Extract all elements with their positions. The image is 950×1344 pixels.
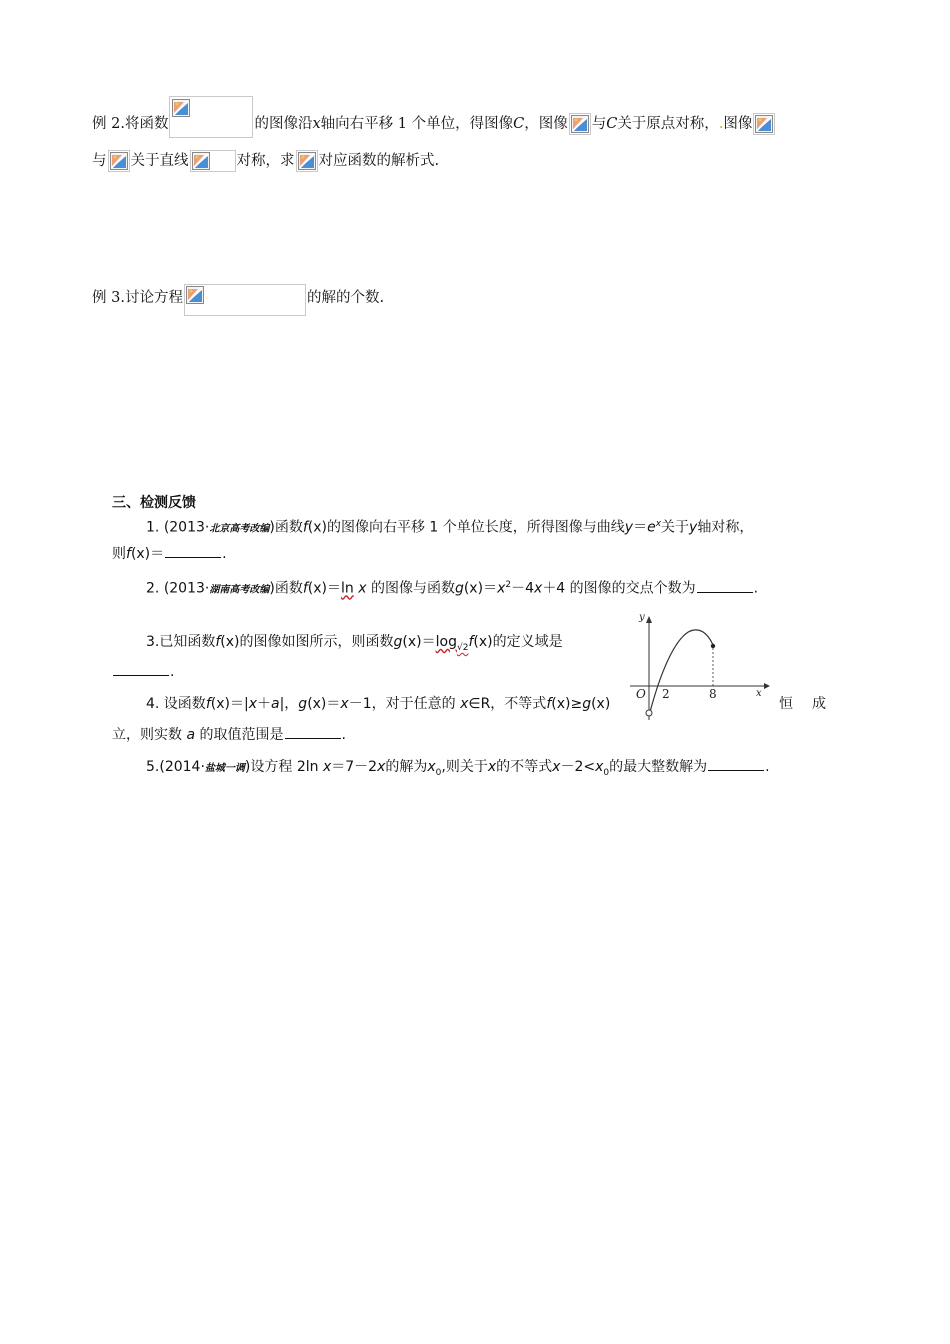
var-x: (x) [210, 696, 230, 712]
question-text: ＋ [256, 696, 271, 712]
broken-image-icon [298, 152, 316, 170]
var-f: f [546, 696, 552, 712]
function-graph [628, 612, 770, 724]
answer-blank[interactable] [697, 580, 753, 593]
question-text: |， [279, 696, 299, 712]
question-text: ＝ [150, 546, 165, 562]
question-text: 则 [112, 546, 126, 562]
question-text: 函数 [274, 580, 303, 597]
orange-dot: . [718, 116, 724, 132]
question3-line1 [146, 632, 563, 658]
formula-image-placeholder [569, 113, 591, 135]
question-text: ＝ [633, 519, 648, 536]
var-g: g [298, 696, 308, 712]
question-text: ≥ [570, 696, 583, 712]
var-f: f [205, 696, 211, 712]
broken-image-icon [172, 99, 190, 117]
var-f: f [302, 580, 308, 597]
question4-line1-tail-a: 恒 [779, 696, 793, 712]
question-text: ,则关于 [441, 759, 488, 775]
log-base: √2 [456, 642, 469, 653]
var-x: x [377, 759, 386, 775]
question-text: 4. 设函数 [146, 696, 206, 712]
var-x: x [552, 759, 561, 775]
question5-line [146, 757, 770, 783]
question-text: ＝| [229, 696, 249, 712]
var-x: x [312, 116, 321, 132]
var-x: x [340, 696, 349, 712]
question-text: 轴对称， [697, 519, 754, 536]
question-text: 的图像向右平移 1 个单位长度，所得图像与曲线 [326, 519, 625, 536]
formula-image-placeholder [296, 150, 318, 172]
var-y: y [689, 519, 698, 536]
source-tag: 盐城一调 [204, 763, 245, 774]
var-x: x [322, 759, 332, 775]
var-y: y [624, 519, 634, 536]
example2-text: 关于原点对称， [617, 116, 719, 132]
origin-label: O [636, 687, 646, 701]
broken-image-icon [571, 115, 589, 133]
example3-text: 讨论方程 [124, 290, 183, 306]
formula-image-placeholder [753, 113, 775, 135]
question-text: 立，则实数 [112, 727, 182, 743]
question-end: . [765, 759, 770, 775]
tick-label-2: 2 [662, 687, 670, 701]
var-f: f [215, 634, 221, 650]
source-tag: (2013· [163, 519, 210, 536]
var-g: g [582, 696, 592, 712]
example3-label: 例 3. [92, 290, 125, 306]
broken-image-icon [186, 286, 204, 304]
x-axis-arrow-icon [764, 683, 770, 689]
answer-blank[interactable] [165, 545, 221, 558]
closed-endpoint [711, 644, 715, 648]
ln-operator: ln [340, 580, 354, 597]
question-text: 的定义域是 [492, 634, 563, 650]
subscript-0: 0 [435, 767, 442, 778]
source-tag: ) [269, 519, 275, 536]
source-tag: 北京高考改编 [209, 523, 270, 535]
question-text: －2< [560, 759, 596, 775]
subscript-0: 0 [603, 767, 610, 778]
section3-heading: 三、检测反馈 [112, 495, 196, 511]
var-a: a [270, 696, 280, 712]
var-f: f [126, 546, 131, 562]
function-curve [650, 630, 713, 712]
x-axis-label: x [756, 688, 762, 699]
question-end: . [753, 580, 759, 597]
var-g: g [393, 634, 403, 650]
log-operator: log [435, 634, 457, 650]
formula-image-placeholder [190, 150, 236, 172]
formula-image-placeholder [169, 96, 253, 138]
question-text: 设方程 2ln [250, 759, 319, 775]
var-C: C [513, 116, 525, 132]
var-g: g [454, 580, 464, 597]
question-text: 的最大整数解为 [609, 759, 708, 775]
question-end: . [222, 546, 227, 562]
question-text: 的图像如图所示，则函数 [239, 634, 394, 650]
var-x: (x) [591, 696, 611, 712]
source-tag: ) [269, 580, 275, 597]
example2-line2 [92, 150, 439, 172]
source-tag: (2014· [159, 759, 205, 775]
question-text: 3.已知函数 [146, 634, 216, 650]
example2-text: 图像 [723, 116, 753, 132]
broken-image-icon [755, 115, 773, 133]
question-text: ＝7－2 [331, 759, 378, 775]
var-x: (x) [307, 519, 327, 536]
var-x: x [534, 580, 543, 597]
question-number: 1. [146, 519, 160, 536]
question-text: 的不等式 [496, 759, 553, 775]
var-x0: x [427, 759, 436, 775]
var-x: x [358, 580, 367, 597]
broken-image-icon [192, 152, 210, 170]
question-text: ＝ [421, 634, 436, 650]
question-text: ＋4 的图像的交点个数为 [542, 580, 696, 597]
example2-text: 对应函数的解析式. [318, 153, 440, 169]
question3-line2 [112, 662, 174, 682]
var-x0: x [595, 759, 604, 775]
source-tag: ) [244, 759, 251, 775]
question-number: 5. [146, 759, 160, 775]
example2-text: 关于直线 [130, 153, 189, 169]
var-x: x [460, 696, 469, 712]
var-x: (x) [130, 546, 151, 562]
y-axis-arrow-icon [646, 616, 652, 623]
var-a: a [186, 727, 196, 743]
example2-text: 对称，求 [236, 153, 295, 169]
answer-blank[interactable] [708, 758, 764, 771]
var-e: e [647, 519, 656, 536]
question-text: ＝ [326, 696, 341, 712]
var-x: (x) [402, 634, 422, 650]
question-text: －4 [511, 580, 535, 597]
open-endpoint [646, 710, 652, 716]
example2-text: 轴向右平移 1 个单位，得图像 [320, 116, 514, 132]
example2-line1 [92, 110, 776, 138]
question4-line1-tail-b: 成 [812, 696, 826, 712]
question-end: . [170, 664, 175, 680]
question-text: 的取值范围是 [199, 727, 284, 743]
example2-text: 与 [591, 116, 607, 132]
example2-text: 将函数 [124, 116, 169, 132]
question1-line2 [112, 544, 227, 564]
var-x: x [497, 580, 506, 597]
y-axis-label: y [639, 612, 645, 623]
formula-image-placeholder [184, 284, 306, 316]
var-x: (x) [307, 696, 327, 712]
question-text: ＝ [483, 580, 498, 597]
question-number: 2. [146, 580, 160, 597]
question-end: . [341, 727, 346, 743]
var-f: f [468, 634, 474, 650]
broken-image-icon [110, 152, 128, 170]
question-text: －1，对于任意的 [348, 696, 456, 712]
question-text: 关于 [661, 519, 690, 536]
formula-image-placeholder [108, 150, 130, 172]
var-x: (x) [307, 580, 327, 597]
question-text: ∈R，不等式 [468, 696, 547, 712]
var-x: (x) [220, 634, 240, 650]
question-text: 的解为 [385, 759, 428, 775]
answer-blank[interactable] [285, 726, 341, 739]
var-x: (x) [473, 634, 493, 650]
var-x: x [248, 696, 257, 712]
example2-text: 的图像沿 [254, 116, 313, 132]
tick-label-8: 8 [709, 687, 717, 701]
source-tag: (2013· [163, 580, 210, 597]
exponent-2: 2 [505, 580, 512, 590]
source-tag: 湖南高考改编 [209, 584, 270, 596]
example3-line [92, 280, 384, 316]
var-f: f [302, 519, 308, 536]
question-text: ＝ [326, 580, 341, 597]
var-x: (x) [551, 696, 571, 712]
var-C: C [606, 116, 618, 132]
answer-blank[interactable] [113, 663, 169, 676]
question-text: 函数 [274, 519, 303, 536]
question1-line1 [146, 514, 753, 540]
example2-text: 与 [92, 153, 107, 169]
exponent-x: x [655, 519, 662, 529]
example2-label: 例 2. [92, 116, 125, 132]
var-x: (x) [463, 580, 484, 597]
question4-line1 [146, 694, 610, 714]
example2-text: ，图像 [524, 116, 568, 132]
var-x: x [487, 759, 497, 775]
question-text: 的图像与函数 [370, 580, 455, 597]
question4-line2 [112, 725, 346, 745]
example3-text: 的解的个数. [306, 290, 385, 306]
question2-line [146, 575, 758, 601]
